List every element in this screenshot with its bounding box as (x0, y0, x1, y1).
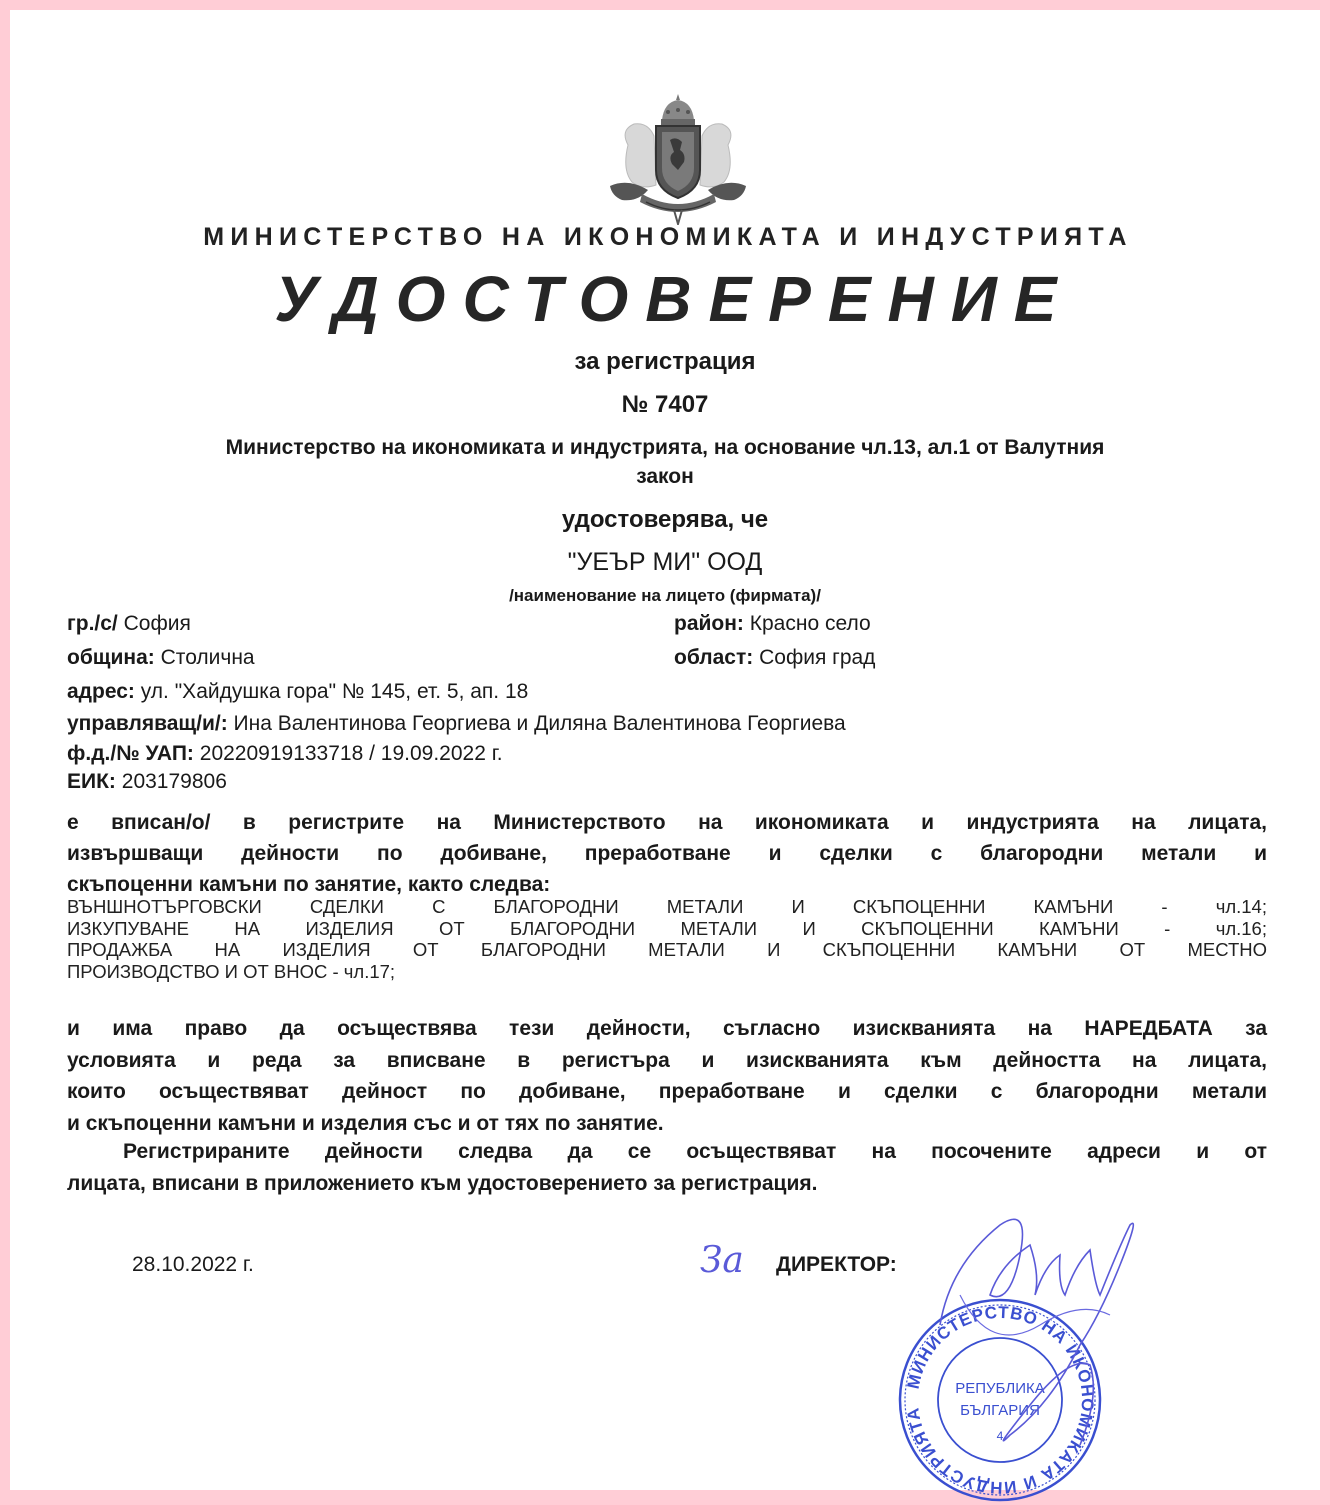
company-name-caption: /наименование на лицето (фирмата)/ (509, 586, 821, 605)
certificate-sheet (10, 10, 1320, 1498)
field-city-label: гр./с/ (67, 612, 118, 635)
field-municipality (67, 646, 255, 670)
issue-date: 28.10.2022 г. (132, 1253, 254, 1276)
field-managers-label: управляващ/и/: (67, 712, 228, 735)
field-managers (67, 712, 846, 736)
document-title: УДОСТОВЕРЕНИЕ (274, 263, 1074, 335)
field-eik (67, 770, 227, 794)
field-city-value: София (123, 612, 191, 635)
field-address-value: ул. "Хайдушка гора" № 145, ет. 5, ап. 18 (140, 680, 529, 703)
field-region-value: София град (759, 646, 876, 669)
field-managers-value: Ина Валентинова Георгиева и Диляна Валентинова Георгиева (233, 712, 846, 735)
certificate-number: № 7407 (621, 391, 709, 418)
stamp-ring-text: МИНИСТЕРСТВО НА ИКОНОМИКАТА И ИНДУСТРИЯТА (903, 1302, 1098, 1498)
activity-item: ПРОИЗВОДСТВО И ОТ ВНОС - чл.17; (67, 960, 396, 982)
rights-line: условията и реда за вписване в регистъра и изискванията към дейността на лицата, (67, 1048, 1267, 1072)
field-district (674, 612, 871, 636)
stamp-center-line-1: РЕПУБЛИКА (955, 1380, 1045, 1397)
field-address (67, 680, 528, 704)
certifies-heading: удостоверява, че (561, 506, 769, 533)
field-district-value: Красно село (749, 612, 871, 635)
registered-activities-paragraph (67, 1136, 1267, 1200)
activity-item: ИЗКУПУВАНЕ НА ИЗДЕЛИЯ ОТ БЛАГОРОДНИ МЕТАЛИ И СКЪПОЦЕННИ КАМЪНИ - чл.16; (67, 917, 1267, 939)
field-uap-label: ф.д./№ УАП: (67, 742, 194, 765)
activity-item: ВЪНШНОТЪРГОВСКИ СДЕЛКИ С БЛАГОРОДНИ МЕТАЛИ И СКЪПОЦЕННИ КАМЪНИ - чл.14; (67, 896, 1267, 917)
field-city (67, 612, 191, 636)
field-uap (67, 742, 503, 766)
activity-item: ПРОДАЖБА НА ИЗДЕЛИЯ ОТ БЛАГОРОДНИ МЕТАЛИ И СКЪПОЦЕННИ КАМЪНИ ОТ МЕСТНО (67, 939, 1267, 960)
activities-list (67, 896, 1267, 982)
field-region-label: област: (674, 646, 754, 669)
company-name: "УЕЪР МИ" ООД (567, 548, 763, 576)
handwritten-za: За (700, 1240, 744, 1281)
registration-paragraph (67, 807, 1267, 900)
registered-line: лицата, вписани в приложението към удостоверението за регистрация. (67, 1172, 818, 1195)
registered-line: Регистрираните дейности следва да се осъществяват на посочените адреси и от (123, 1140, 1267, 1163)
field-district-label: район: (674, 612, 744, 635)
document-subtitle: за регистрация (574, 348, 756, 375)
coat-of-arms-icon (598, 90, 758, 225)
field-municipality-label: община: (67, 646, 155, 669)
field-eik-label: ЕИК: (67, 770, 116, 793)
rights-line: и има право да осъществява тези дейности, съгласно изискванията на НАРЕДБАТА за (67, 1017, 1267, 1040)
field-address-label: адрес: (67, 680, 135, 703)
rights-paragraph (67, 1013, 1267, 1139)
signature-icon (930, 1205, 1180, 1475)
registration-line: скъпоценни камъни по занятие, както следва: (67, 873, 551, 896)
stamp-center-number: 4 (996, 1429, 1004, 1443)
rights-line: които осъществяват дейност по добиване, преработване и сделки с благородни метали (67, 1080, 1267, 1103)
field-municipality-value: Столична (160, 646, 255, 669)
legal-basis-line-1: Министерство на икономиката и индустрията, на основание чл.13, ал.1 от Валутния (225, 436, 1105, 459)
field-eik-value: 203179806 (121, 770, 227, 793)
rights-line: и скъпоценни камъни и изделия със и от тях по занятие. (67, 1111, 664, 1135)
ministry-header: МИНИСТЕРСТВО НА ИКОНОМИКАТА И ИНДУСТРИЯТА (203, 223, 1133, 251)
registration-line: е вписан/о/ в регистрите на Министерството на икономиката и индустрията на лицата, (67, 811, 1267, 834)
stamp-center-line-2: БЪЛГАРИЯ (960, 1402, 1040, 1419)
legal-basis-line-2: закон (636, 465, 694, 488)
director-label: ДИРЕКТОР: (776, 1253, 897, 1276)
field-uap-value: 20220919133718 / 19.09.2022 г. (199, 742, 503, 765)
registration-line: извършващи дейности по добиване, преработване и сделки с благородни метали и (67, 842, 1267, 865)
field-region (674, 646, 875, 670)
